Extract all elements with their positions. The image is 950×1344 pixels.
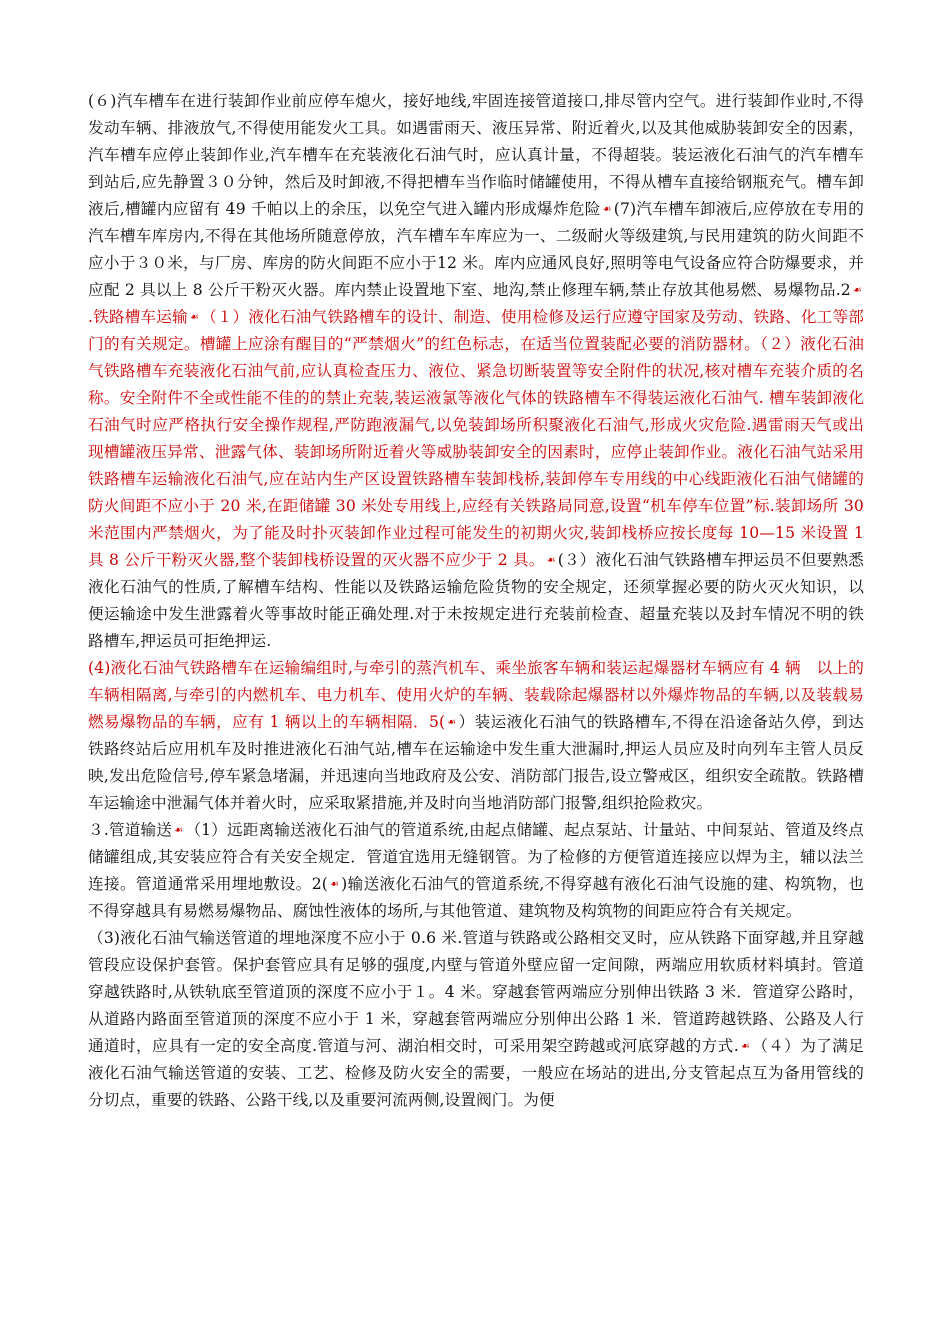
text-run: （1）远距离输送液化石油气的管道系统,由起点储罐、起点泵站、计量站、中间泵站、管道及终点储罐组成,其安装应符合有关安全规定．管道宜选用无缝钢管。为了检修的方便管道连接应以焊为主，辅以法兰连接。管道通常采用埋地敷设。2( [88, 821, 864, 893]
text-run: ）装运液化石油气的铁路槽车,不得在沿途备站久停，到达铁路终站后应用机车及时推进液化石油气站,槽车在运输途中发生重大泄漏时,押运人员应及时向列车主管人员反映,发出危险信号,停车紧急堵漏，并迅速向当地政府及公安、消防部门报告,设立警戒区，组织安全疏散。铁路槽车运输途中泄漏气体并着火时，应采取紧措施,并及时向当地消防部门报警,组织抢险救灾。 [88, 713, 865, 812]
paragraph-mark-icon: ☙ [602, 204, 612, 215]
text-run: (３）液化石油气铁路槽车押运员不但要熟悉液化石油气的性质,了解槽车结构、性能以及铁路运输危险货物的安全规定，还须掌握必要的防火灭火知识，以便运输途中发生泄露着火等事故时能正确处理.对于未按规定进行充装前检查、超量充装以及封车情况不明的铁路槽车,押运员可拒绝押运. [88, 551, 864, 650]
paragraph-pipeline-depth [88, 925, 864, 1114]
paragraph-pipeline [88, 817, 864, 925]
paragraph-truck-tanker [88, 88, 864, 655]
paragraph-mark-icon: ☙ [447, 717, 457, 728]
paragraph-mark-icon: ☙ [546, 555, 556, 566]
paragraph-mark-icon: ☙ [852, 285, 862, 296]
paragraph-mark-icon: ☙ [740, 1041, 750, 1052]
text-run: （１）液化石油气铁路槽车的设计、制造、使用检修及运行应遵守国家及劳动、铁路、化工等部门的有关规定。槽罐上应涂有醒目的“严禁烟火”的红色标志，在适当位置装配必要的消防器材。（２）液化石油气铁路槽车充装液化石油气前,应认真检查压力、液位、紧急切断装置等安全附件的状况,核对槽车充装介质的名称。安全附件不全或性能不佳的的禁止充装,装运液氯等液化气体的铁路槽车不得装运液化石油气. 槽车装卸液化石油气时应严格执行安全操作规程,严防跑液漏气,以免装卸场所积聚液化石油气,形成火灾危险.遇雷雨天气或出现槽罐液压异常、泄露气体、装卸场所附近着火等威胁装卸安全的因素时，应停止装卸作业。液化石油气站采用铁路槽车运输液化石油气,应在站内生产区设置铁路槽车装卸栈桥,装卸停车专用线的中心线距液化石油气储罐的防火间距不应小于 20 米,在距储罐 30 米处专用线上,应经有关铁路局同意,设置“机车停车位置”标.装卸场所 30 米范围内严禁烟火，为了能及时扑灭装卸作业过程可能发生的初期火灾,装卸栈桥应按长度每 10—15 米设置 1 具 8 公斤干粉灭火器,整个装卸栈桥设置的灭火器不应少于 2 具。 [88, 308, 864, 569]
paragraph-mark-icon: ☙ [330, 879, 340, 890]
text-run: )输送液化石油气的管道系统,不得穿越有液化石油气设施的建、构筑物，也不得穿越具有易燃易爆物品、腐蚀性液体的场所,与其他管道、建筑物及构筑物的间距应符合有关规定。 [88, 875, 864, 920]
section-heading-pipeline: ３.管道输送 [88, 821, 173, 839]
paragraph-rail-marshalling [88, 655, 864, 817]
paragraph-mark-icon: ☙ [189, 312, 199, 323]
text-run: (６)汽车槽车在进行装卸作业前应停车熄火，接好地线,牢固连接管道接口,排尽管内空气。进行装卸作业时,不得发动车辆、排液放气,不得使用能发火工具。如遇雷雨天、液压异常、附近着火,以及其他威胁装卸安全的因素，汽车槽车应停止装卸作业,汽车槽车在充装液化石油气时，应认真计量，不得超装。装运液化石油气的汽车槽车到站后,应先静置３０分钟，然后及时卸液,不得把槽车当作临时储罐使用，不得从槽车直接给钢瓶充气。槽车卸液后,槽罐内应留有 49 千帕以上的余压，以免空气进入罐内形成爆炸危险 [88, 92, 864, 218]
document-page [88, 88, 864, 1114]
text-run: （3)液化石油气输送管道的埋地深度不应小于 0.6 米.管道与铁路或公路相交叉时，应从铁路下面穿越,并且穿越管段应设保护套管。保护套管应具有足够的强度,内壁与管道外壁应留一定间隙，两端应用软质材料填封。管道穿越铁路时,从铁轨底至管道顶的深度不应小于１。4 米。穿越套管两端应分别伸出铁路 3 米．管道穿公路时，从道路内路面至管道顶的深度不应小于 1 米，穿越套管两端应分别伸出公路 1 米．管道跨越铁路、公路及人行通道时，应具有一定的安全高度.管道与河、湖泊相交时，可采用架空跨越或河底穿越的方式. [88, 929, 864, 1055]
text-run: （４）为了满足液化石油气输送管道的安装、工艺、检修及防火安全的需要，一般应在场站的进出,分支管起点互为备用管线的分切点，重要的铁路、公路干线,以及重要河流两侧,设置阀门。为便 [88, 1037, 864, 1109]
text-run: (4)液化石油气铁路槽车在运输编组时,与牵引的蒸汽机车、乘坐旅客车辆和装运起爆器材车辆应有 4 辆 以上的车辆相隔离,与牵引的内燃机车、电力机车、使用火炉的车辆、装载除起爆器材以外爆炸物品的车辆,以及装载易燃易爆物品的车辆，应有 1 辆以上的车辆相隔．5( [88, 659, 864, 731]
paragraph-mark-icon: ☙ [174, 825, 184, 836]
section-heading-rail: .铁路槽车运输 [88, 308, 188, 326]
text-run: (7)汽车槽车卸液后,应停放在专用的汽车槽车库房内,不得在其他场所随意停放，汽车槽车车库应为一、二级耐火等级建筑,与民用建筑的防火间距不应小于３０米，与厂房、库房的防火间距不应小于12 米。库内应通风良好,照明等电气设备应符合防爆要求，并应配 2 具以上 8 公斤干粉灭火器。库内禁止设置地下室、地沟,禁止修理车辆,禁止存放其他易燃、易爆物品.2 [88, 200, 865, 299]
